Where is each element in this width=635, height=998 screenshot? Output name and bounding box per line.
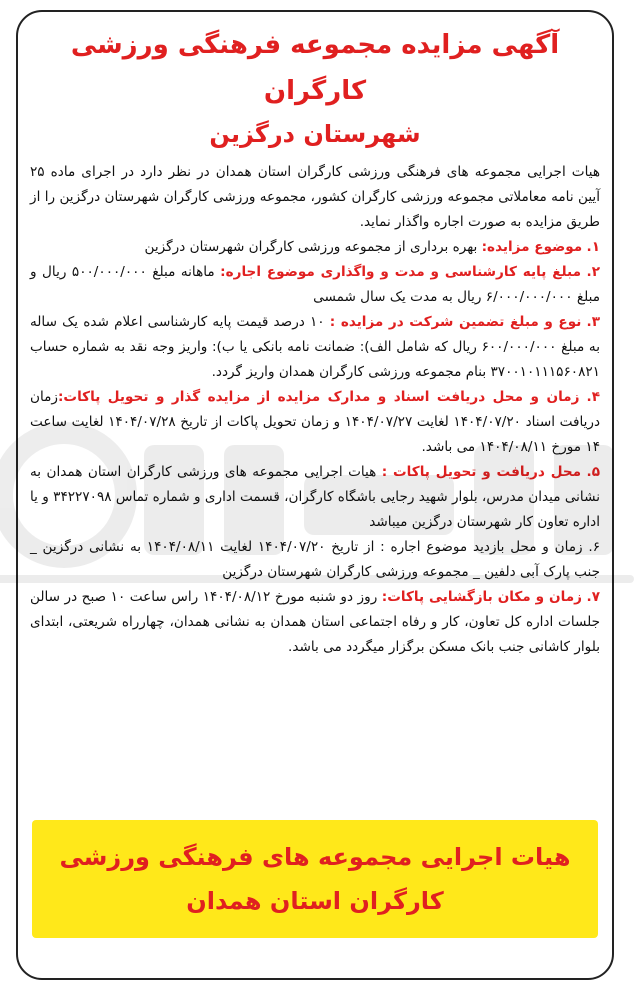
item-number: ۳.	[586, 314, 600, 330]
list-item	[30, 385, 600, 460]
item-text: ۶. زمان و محل بازدید موضوع اجاره : از تاریخ ۱۴۰۴/۰۷/۲۰ لغایت ۱۴۰۴/۰۸/۱۱ به نشانی درگزین _ جنب پارک آبی دلفین _ مجموعه ورزشی کارگران شهرستان درگزین	[30, 539, 600, 580]
item-label: زمان و مکان بازگشایی پاکات:	[381, 589, 582, 605]
item-label: زمان و محل دریافت اسناد و مدارک مزایده از مزایده گذار و تحویل پاکات:	[57, 389, 580, 405]
list-item	[30, 460, 600, 535]
item-number: ۱.	[586, 239, 600, 255]
item-text: روز دو شنبه مورخ ۱۴۰۴/۰۸/۱۲ راس ساعت ۱۰ صبح در سالن جلسات اداره کل تعاون، کار و رفاه اجتماعی استان همدان به نشانی همدان، چهارراه شریعتی، ابتدای بلوار کاشانی جنب بانک مسکن برگزار میگردد می باشد.	[30, 589, 600, 655]
notice-subtitle: شهرستان درگزین	[209, 120, 421, 148]
item-label: نوع و مبلغ تضمین شرکت در مزایده :	[329, 314, 582, 330]
item-number: ۴.	[586, 389, 600, 405]
list-item	[30, 235, 600, 260]
notice-title: آگهی مزایده مجموعه فرهنگی ورزشی کارگران	[70, 30, 560, 106]
item-number: ۵.	[586, 464, 600, 480]
item-text: زمان دریافت اسناد ۱۴۰۴/۰۷/۲۰ لغایت ۱۴۰۴/۰۷/۲۷ و زمان تحویل پاکات از تاریخ ۱۴۰۴/۰۷/۲۸ لغایت ساعت ۱۴ مورخ ۱۴۰۴/۰۸/۱۱ می باشد.	[30, 389, 600, 455]
item-text: بهره برداری از مجموعه ورزشی کارگران شهرستان درگزین	[144, 239, 482, 255]
item-text: هیات اجرایی مجموعه های ورزشی کارگران استان همدان به نشانی میدان مدرس، بلوار شهید رجایی باشگاه کارگران، قسمت اداری و شماره تماس ۳۴۲۲۷۰۹۸ و یا اداره تعاون کار شهرستان درگزین میباشد	[30, 464, 600, 530]
item-number: ۲.	[586, 264, 600, 280]
list-item	[30, 310, 600, 385]
intro-paragraph: هیات اجرایی مجموعه های فرهنگی ورزشی کارگران استان همدان در نظر دارد در اجرای ماده ۲۵ آیین نامه معاملاتی مجموعه ورزشی کارگران کشور، مجموعه ورزشی کارگران شهرستان درگزین را از طریق مزایده به صورت اجاره واگذار نماید.	[30, 164, 600, 230]
item-label: موضوع مزایده:	[481, 239, 583, 255]
issuer-banner	[32, 820, 598, 938]
list-item	[30, 585, 600, 660]
item-number: ۷.	[586, 589, 601, 605]
item-text: ماهانه مبلغ ۵۰۰/۰۰۰/۰۰۰ ریال و مبلغ ۶/۰۰۰/۰۰۰/۰۰۰ ریال به مدت یک سال شمسی	[30, 264, 600, 305]
item-text: ۱۰ درصد قیمت پایه کارشناسی اعلام شده یک ساله به مبلغ ۶۰۰/۰۰۰/۰۰۰ ریال که شامل الف): ضمانت نامه بانکی یا ب): واریز وجه نقد به شماره حساب ۳۷۰۰۱۰۱۱۱۵۶۰۸۲۱ بنام مجموعه ورزشی کارگران همدان واریز گردد.	[30, 314, 600, 380]
issuer-line-1: هیات اجرایی مجموعه های فرهنگی ورزشی	[59, 843, 571, 871]
notice-frame	[16, 10, 614, 980]
item-label: محل دریافت و تحویل پاکات :	[381, 464, 582, 480]
list-item	[30, 260, 600, 310]
item-label: مبلغ پایه کارشناسی و مدت و واگذاری موضوع اجاره:	[220, 264, 582, 280]
issuer-line-2: کارگران استان همدان	[186, 887, 444, 915]
list-item	[30, 535, 600, 585]
